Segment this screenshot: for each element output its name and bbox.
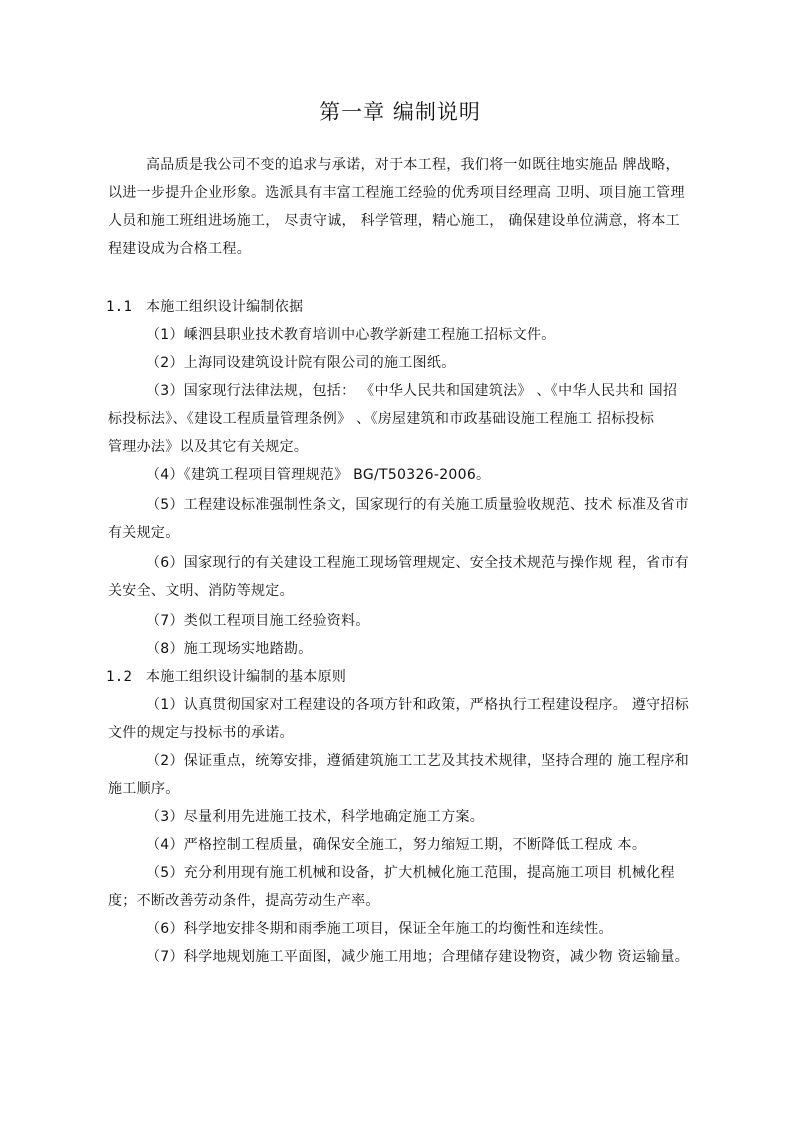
list-item: （7）类似工程项目施工经验资料。 (146, 613, 370, 629)
section-number: 1.1 (106, 299, 133, 315)
list-item-cont: 文件的规定与投标书的承诺。 (108, 725, 294, 741)
list-item: （4）《建筑工程项目管理规范》 BG/T50326-2006。 (146, 467, 491, 483)
list-item-cont: 度；不断改善劳动条件，提高劳动生产率。 (108, 893, 380, 909)
intro-line: 以进一步提升企业形象。选派具有丰富工程施工经验的优秀项目经理高 卫明、项目施工管理 (108, 185, 685, 201)
section-number: 1.2 (106, 669, 133, 685)
list-item-cont: 施工顺序。 (108, 781, 180, 797)
list-item: （6）科学地安排冬期和雨季施工项目，保证全年施工的均衡性和连续性。 (146, 921, 613, 937)
list-item: （8）施工现场实地踏勘。 (146, 641, 313, 657)
section-title: 本施工组织设计编制依据 (146, 299, 304, 315)
intro-line: 高品质是我公司不变的追求与承诺，对于本工程，我们将一如既往地实施品 牌战略， (146, 157, 680, 173)
list-item: （5）工程建设标准强制性条文，国家现行的有关施工质量验收规范、技术 标准及省市 (146, 497, 690, 513)
list-item: （3）国家现行法律法规，包括： 《中华人民共和国建筑法》 、《中华人民共和 国招 (146, 383, 678, 399)
section-heading-1-1 (106, 298, 686, 316)
intro-line: 人员和施工班组进场施工， 尽责守诚， 科学管理，精心施工， 确保建设单位满意，将本工 (108, 213, 680, 229)
list-item-cont: 管理办法》以及其它有关规定。 (108, 439, 309, 455)
list-item: （2）保证重点，统筹安排，遵循建筑施工工艺及其技术规律，坚持合理的 施工程序和 (146, 753, 690, 769)
list-item-cont: 关安全、文明、消防等规定。 (108, 583, 294, 599)
list-item: （6）国家现行的有关建设工程施工现场管理规定、安全技术规范与操作规 程，省市有 (146, 555, 690, 571)
section-heading-1-2 (106, 668, 686, 686)
intro-line: 程建设成为合格工程。 (108, 241, 251, 257)
list-item: （4）严格控制工程质量，确保安全施工，努力缩短工期，不断降低工程成 本。 (146, 837, 647, 853)
list-item: （3）尽量利用先进施工技术，科学地确定施工方案。 (146, 809, 485, 825)
list-item: （2）上海同设建筑设计院有限公司的施工图纸。 (146, 355, 456, 371)
list-item: （7）科学地规划施工平面图，减少施工用地；合理储存建设物资，减少物 资运输量。 (146, 949, 690, 965)
list-item-cont: 有关规定。 (108, 525, 180, 541)
chapter-title: 第一章 编制说明 (319, 100, 481, 124)
section-title: 本施工组织设计编制的基本原则 (146, 669, 347, 685)
list-item: （1）认真贯彻国家对工程建设的各项方针和政策，严格执行工程建设程序。 遵守招标 (146, 697, 690, 713)
list-item: （1）嵊泗县职业技术教育培训中心教学新建工程施工招标文件。 (146, 327, 556, 343)
list-item: （5）充分利用现有施工机械和设备，扩大机械化施工范围，提高施工项目 机械化程 (146, 865, 675, 881)
list-item-cont: 标投标法》、《建设工程质量管理条例》 、《房屋建筑和市政基础设施工程施工 招标投标 (108, 411, 655, 427)
